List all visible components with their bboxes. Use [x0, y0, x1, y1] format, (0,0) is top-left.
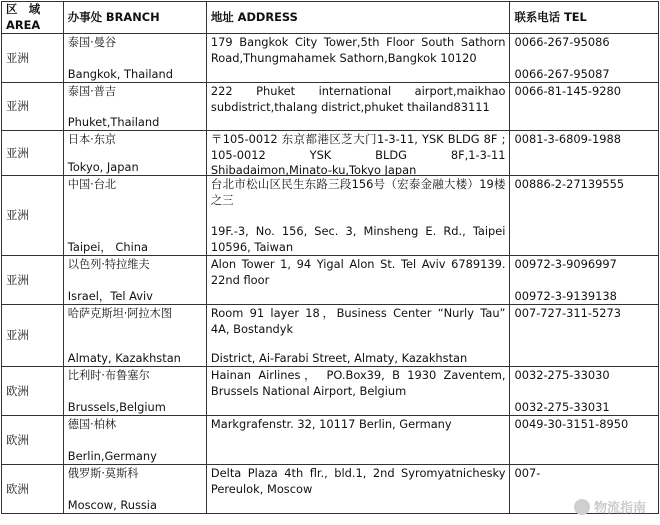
address-line: Delta Plaza 4th flr., bld.1, 2nd Syromyatnichesky Pereulok, Moscow [211, 466, 506, 497]
table-row [2, 465, 659, 514]
phone-number: 0066-267-95087 [514, 67, 654, 83]
area-cell: 亚洲 [2, 176, 64, 256]
branch-name-zh: 中国·台北 [68, 177, 202, 193]
table-row [2, 416, 659, 465]
tel-cell [510, 256, 659, 305]
branch-name-zh: 比利时·布鲁塞尔 [68, 368, 202, 384]
branch-name-en: Moscow, Russia [68, 498, 202, 514]
phone-number: 0032-275-33031 [514, 400, 654, 416]
wechat-icon [574, 499, 590, 515]
branch-cell [63, 83, 206, 131]
branch-cell [63, 256, 206, 305]
branch-name-zh: 泰国·曼谷 [68, 35, 202, 51]
address-line: 〒105-0012 东京都港区芝大门1-3-11, YSK BLDG 8F ; 105-0012 YSK BLDG 8F,1-3-11 Shibadaimon,Minato-ku,Tokyo Japan [211, 132, 506, 176]
address-cell [206, 465, 510, 514]
phone-number: 007-727-311-5273 [514, 306, 654, 322]
branch-name-zh: 俄罗斯·莫斯科 [68, 466, 202, 482]
address-line: Hainan Airlines， PO.Box39, B 1930 Zaventem, Brussels National Airport, Belgium [211, 368, 506, 399]
address-cell [206, 34, 510, 83]
address-cell [206, 305, 510, 367]
tel-cell [510, 131, 659, 176]
branch-cell [63, 305, 206, 367]
branch-table [1, 1, 659, 514]
branch-cell [63, 465, 206, 514]
phone-number: 00972-3-9139138 [514, 289, 654, 305]
tel-cell [510, 416, 659, 465]
branch-name-en: Brussels,Belgium [68, 400, 202, 416]
branch-name-en: Tokyo, Japan [68, 160, 202, 176]
phone-number: 00886-2-27139555 [514, 177, 654, 193]
area-cell: 欧洲 [2, 367, 64, 416]
area-cell: 欧洲 [2, 416, 64, 465]
address-line: Markgrafenstr. 32, 10117 Berlin, Germany [211, 417, 506, 433]
branch-cell [63, 416, 206, 465]
area-cell: 亚洲 [2, 305, 64, 367]
address-cell [206, 83, 510, 131]
tel-cell [510, 83, 659, 131]
address-cell [206, 367, 510, 416]
table-row [2, 256, 659, 305]
address-cell [206, 131, 510, 176]
header-row [2, 2, 659, 34]
branch-name-zh: 哈萨克斯坦·阿拉木图 [68, 306, 202, 322]
address-line: 179 Bangkok City Tower,5th Floor South Sathorn Road,Thungmahamek Sathorn,Bangkok 10120 [211, 35, 506, 66]
tel-cell [510, 305, 659, 367]
table-row [2, 34, 659, 83]
tel-cell [510, 367, 659, 416]
address-cell [206, 416, 510, 465]
header-tel: 联系电话 TEL [510, 2, 659, 34]
area-cell: 亚洲 [2, 131, 64, 176]
address-cell [206, 176, 510, 256]
branch-name-en: Bangkok, Thailand [68, 67, 202, 83]
table-row [2, 176, 659, 256]
branch-name-zh: 泰国·普吉 [68, 84, 202, 100]
branch-name-en: Berlin,Germany [68, 449, 202, 465]
branch-cell [63, 176, 206, 256]
phone-number: 0066-267-95086 [514, 35, 654, 51]
watermark: 物流指南 [574, 497, 646, 516]
phone-number: 00972-3-9096997 [514, 257, 654, 273]
address-line: 台北市松山区民生东路三段156号（宏泰金融大楼）19楼之三 [211, 177, 506, 208]
phone-number: 0032-275-33030 [514, 368, 654, 384]
table-body [2, 34, 659, 514]
branch-name-zh: 德国·柏林 [68, 417, 202, 433]
branch-name-zh: 以色列·特拉维夫 [68, 257, 202, 273]
area-cell: 亚洲 [2, 83, 64, 131]
branch-cell [63, 34, 206, 83]
phone-number: 0049-30-3151-8950 [514, 417, 654, 433]
address-line: District, Ai-Farabi Street, Almaty, Kazakhstan [211, 351, 506, 367]
branch-name-en: Taipei， China [68, 240, 202, 256]
address-line: Room 91 layer 18，Business Center “Nurly Tau” 4A, Bostandyk [211, 306, 506, 337]
tel-cell [510, 176, 659, 256]
branch-name-en: Almaty, Kazakhstan [68, 351, 202, 367]
table-row [2, 83, 659, 131]
branch-cell [63, 131, 206, 176]
branch-name-zh: 日本·东京 [68, 132, 202, 148]
branch-name-en: Phuket,Thailand [68, 115, 202, 131]
branch-cell [63, 367, 206, 416]
header-area: 区 域 AREA [2, 2, 64, 34]
table-row [2, 305, 659, 367]
table-row [2, 367, 659, 416]
address-line: Alon Tower 1, 94 Yigal Alon St. Tel Aviv 6789139. 22nd floor [211, 257, 506, 288]
table-row [2, 131, 659, 176]
phone-number: 0081-3-6809-1988 [514, 132, 654, 148]
area-cell: 亚洲 [2, 34, 64, 83]
header-branch: 办事处 BRANCH [63, 2, 206, 34]
phone-number: 0066-81-145-9280 [514, 84, 654, 100]
address-line: 19F.-3, No. 156, Sec. 3, Minsheng E. Rd., Taipei 10596, Taiwan [211, 224, 506, 255]
area-cell: 亚洲 [2, 256, 64, 305]
header-address: 地址 ADDRESS [206, 2, 510, 34]
area-cell: 欧洲 [2, 465, 64, 514]
tel-cell [510, 34, 659, 83]
branch-name-en: Israel，Tel Aviv [68, 289, 202, 305]
address-line: 222 Phuket international airport,maikhao subdistrict,thalang district,phuket thailand83111 [211, 84, 506, 115]
address-cell [206, 256, 510, 305]
phone-number: 007- [514, 466, 654, 482]
